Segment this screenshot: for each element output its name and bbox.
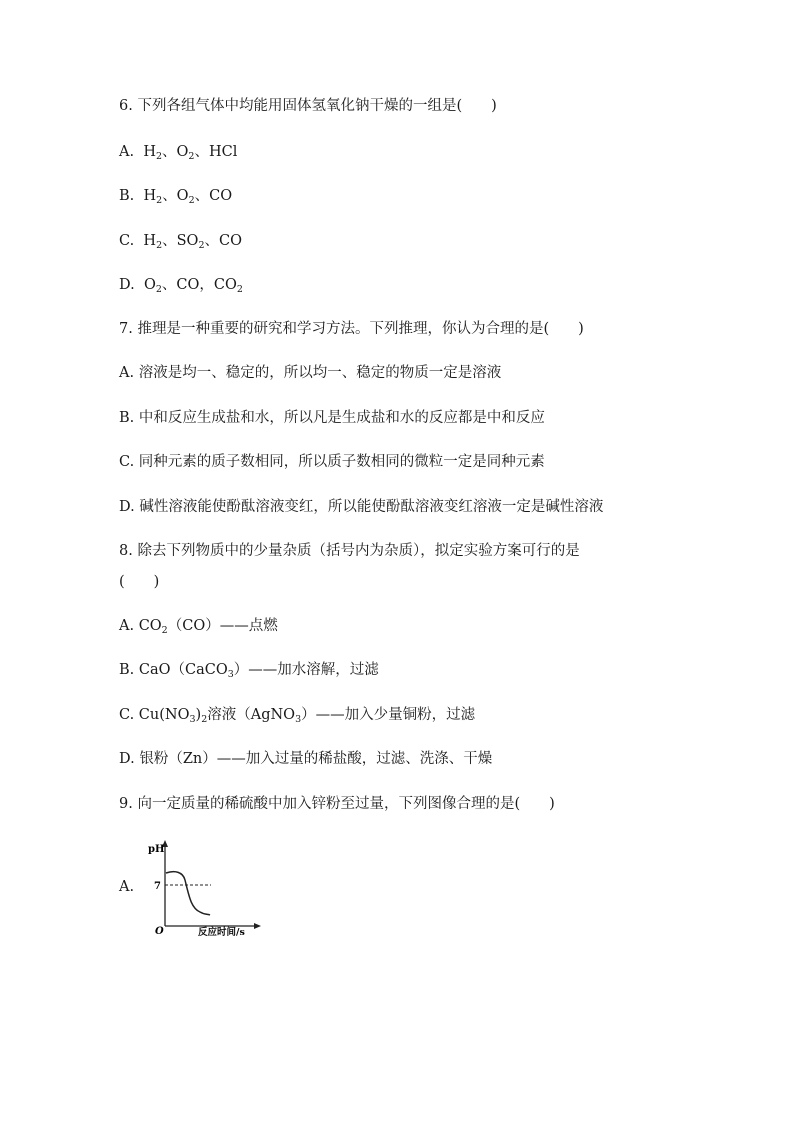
q9-stem: 9. 向一定质量的稀硫酸中加入锌粉至过量，下列图像合理的是( ) [119,796,555,812]
tick-7: 7 [154,881,161,892]
x-axis-label: 反应时间/s [198,927,245,938]
y-axis-label: pH [148,844,165,855]
origin-label: O [155,926,164,937]
q6-option-c: C. $H_2$、$SO_2$、CO [119,233,242,251]
q8-stem-line2: ( ) [119,574,160,590]
q8-option-b: B. CaO（CaCO$_3$）——加水溶解，过滤 [119,662,379,680]
q8-option-d: D. 银粉（Zn）——加入过量的稀盐酸，过滤、洗涤、干燥 [119,751,493,767]
q9-option-a-label: A. [119,879,135,895]
q6-option-d: D. $O_2$、CO，$CO_2$ [119,277,243,295]
ph-curve [166,872,210,915]
q8-option-c: C. $Cu(NO_3)_2$溶液（AgNO$_3$）——加入少量铜粉，过滤 [119,707,476,725]
q6-option-a: A. $H_2$、$O_2$、HCl [119,144,238,162]
q8-option-a: A. $CO_2(CO)——$点燃 [119,618,278,636]
q7-stem: 7. 推理是一种重要的研究和学习方法。下列推理，你认为合理的是( ) [119,321,584,337]
q7-option-b: B. 中和反应生成盐和水，所以凡是生成盐和水的反应都是中和反应 [119,410,545,426]
q8-stem-line1: 8. 除去下列物质中的少量杂质（括号内为杂质），拟定实验方案可行的是 [119,543,580,559]
q6-option-b: B. $H_2$、$O_2$、CO [119,188,233,206]
q7-option-c: C. 同种元素的质子数相同，所以质子数相同的微粒一定是同种元素 [119,454,545,470]
x-axis-arrow [254,923,261,929]
q7-option-a: A. 溶液是均一、稳定的，所以均一、稳定的物质一定是溶液 [119,365,502,381]
q7-option-d: D. 碱性溶液能使酚酞溶液变红，所以能使酚酞溶液变红溶液一定是碱性溶液 [119,499,604,515]
q6-stem: 6. 下列各组气体中均能用固体氢氧化钠干燥的一组是( ) [119,98,497,114]
q9-option-a-graph [145,838,265,938]
